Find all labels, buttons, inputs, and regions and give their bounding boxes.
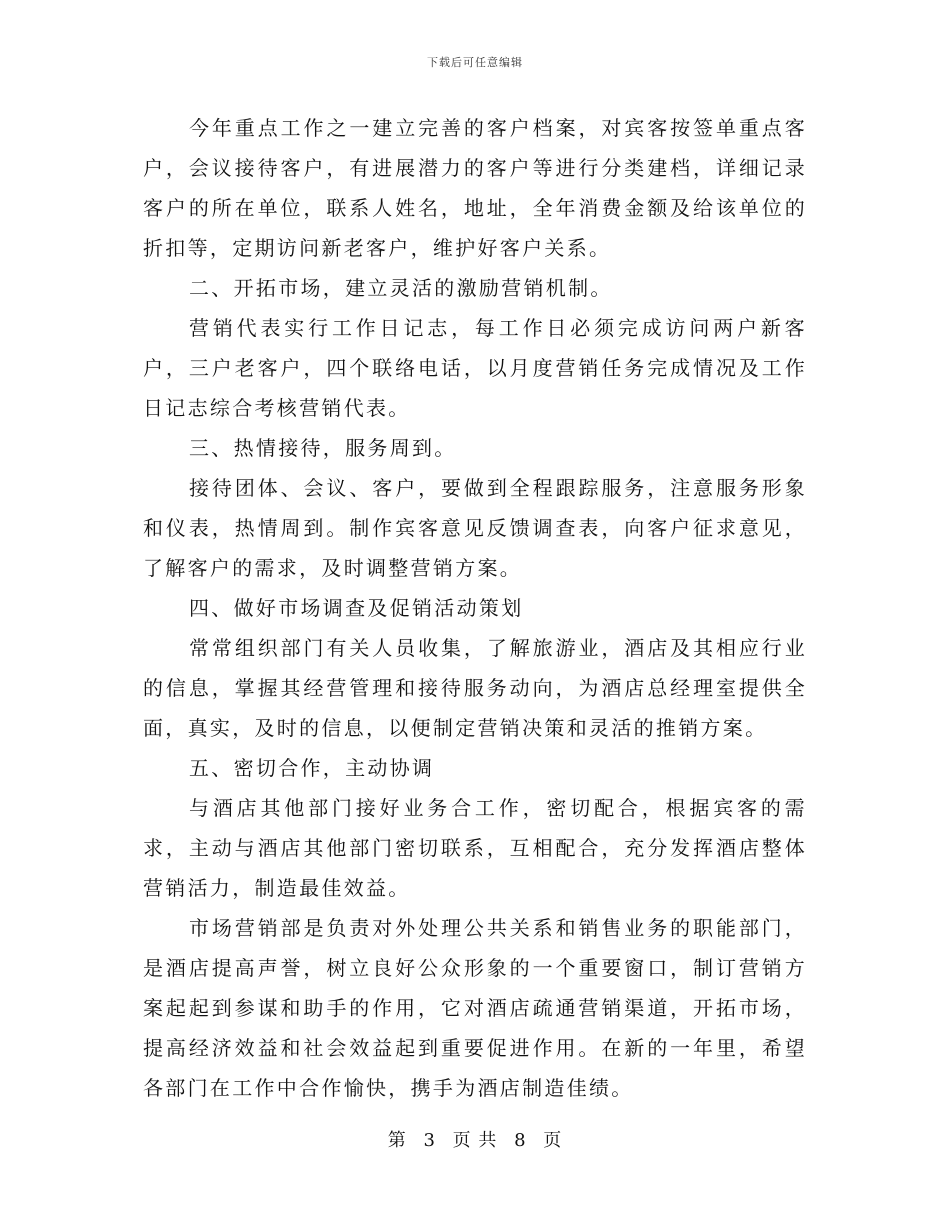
heading-section-3: 三、热情接待，服务周到。 — [189, 436, 457, 460]
heading-section-4: 四、做好市场调查及促销活动策划 — [189, 596, 524, 620]
paragraph-conclusion: 市场营销部是负责对外处理公共关系和销售业务的职能部门，是酒店提高声誉，树立良好公众形象的一个重要窗口，制订营销方案起起到参谋和助手的作用，它对酒店疏通营销渠道，开拓市场，提高经济效益和社会效益起到重要促进作用。在新的一年里，希望各部门在工作中合作愉快，携手为酒店制造佳绩。 — [143, 916, 807, 1100]
paragraph-sales-reps: 营销代表实行工作日记志，每工作日必须完成访问两户新客户，三户老客户，四个联络电话，以月度营销任务完成情况及工作日记志综合考核营销代表。 — [143, 316, 807, 420]
paragraph-market-research: 常常组织部门有关人员收集，了解旅游业，酒店及其相应行业的信息，掌握其经营管理和接待服务动向，为酒店总经理室提供全面，真实，及时的信息，以便制定营销决策和灵活的推销方案。 — [143, 636, 807, 740]
footer-total-pages: 8 — [514, 1130, 527, 1151]
heading-section-5: 五、密切合作，主动协调 — [189, 756, 435, 780]
document-body — [143, 108, 807, 1108]
footer-suffix: 页 — [543, 1130, 563, 1151]
page-footer — [0, 1126, 950, 1152]
footer-prefix: 第 — [387, 1130, 407, 1151]
header-note: 下载后可任意编辑 — [427, 56, 523, 69]
paragraph-customer-files: 今年重点工作之一建立完善的客户档案，对宾客按签单重点客户，会议接待客户，有进展潜力的客户等进行分类建档，详细记录客户的所在单位，联系人姓名，地址，全年消费金额及给该单位的折扣等，定期访问新老客户，维护好客户关系。 — [143, 116, 807, 260]
paragraph-cooperation: 与酒店其他部门接好业务合工作，密切配合，根据宾客的需求，主动与酒店其他部门密切联系，互相配合，充分发挥酒店整体营销活力，制造最佳效益。 — [143, 796, 807, 900]
heading-section-2: 二、开拓市场，建立灵活的激励营销机制。 — [189, 276, 613, 300]
footer-middle: 页 共 — [452, 1130, 498, 1151]
footer-page-number: 3 — [423, 1130, 436, 1151]
paragraph-reception: 接待团体、会议、客户，要做到全程跟踪服务，注意服务形象和仪表，热情周到。制作宾客意见反馈调查表，向客户征求意见，了解客户的需求，及时调整营销方案。 — [143, 476, 807, 580]
